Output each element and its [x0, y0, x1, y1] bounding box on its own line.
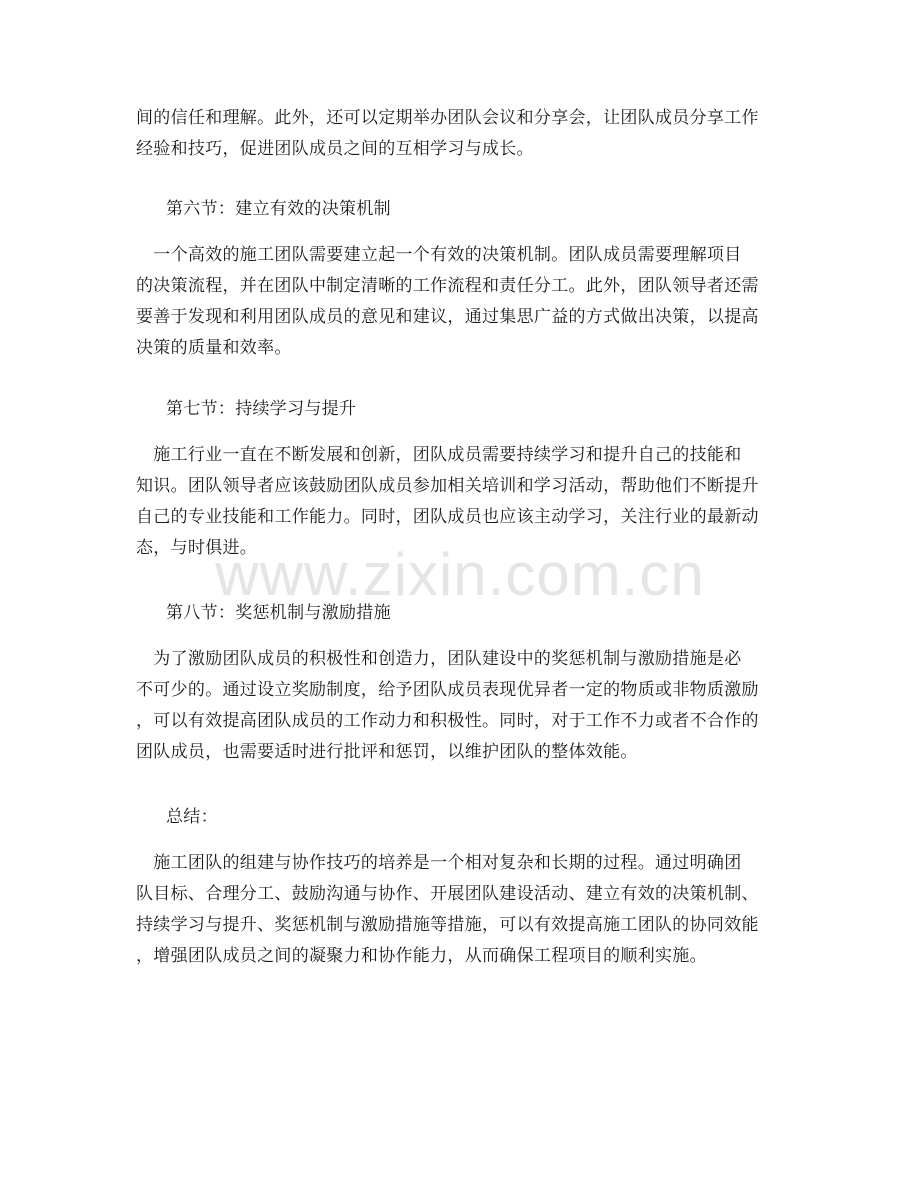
paragraph-line: 要善于发现和利用团队成员的意见和建议，通过集思广益的方式做出决策，以提高: [136, 307, 759, 327]
section-8-heading: 第八节：奖惩机制与激励措施: [166, 603, 391, 623]
paragraph-line: 施工行业一直在不断发展和创新，团队成员需要持续学习和提升自己的技能和: [136, 445, 742, 465]
watermark-text: www.zixin.com.cn: [215, 541, 705, 608]
section-6-paragraph: [136, 240, 786, 364]
summary-paragraph: [136, 848, 786, 972]
paragraph-line: ，增强团队成员之间的凝聚力和协作能力，从而确保工程项目的顺利实施。: [136, 946, 707, 966]
section-7-paragraph: [136, 440, 786, 564]
paragraph-line: 自己的专业技能和工作能力。同时，团队成员也应该主动学习，关注行业的最新动: [136, 507, 759, 527]
paragraph-line: ，可以有效提高团队成员的工作动力和积极性。同时，对于工作不力或者不合作的: [136, 711, 759, 731]
paragraph-line: 间的信任和理解。此外，还可以定期举办团队会议和分享会，让团队成员分享工作: [136, 108, 759, 128]
intro-paragraph: [136, 103, 786, 165]
section-7-heading: 第七节：持续学习与提升: [166, 399, 357, 419]
paragraph-line: 一个高效的施工团队需要建立起一个有效的决策机制。团队成员需要理解项目: [136, 245, 742, 265]
paragraph-line: 态，与时俱进。: [136, 538, 258, 558]
section-6-heading: 第六节：建立有效的决策机制: [166, 199, 391, 219]
paragraph-line: 为了激励团队成员的积极性和创造力，团队建设中的奖惩机制与激励措施是必: [136, 649, 742, 669]
paragraph-line: 队目标、合理分工、鼓励沟通与协作、开展团队建设活动、建立有效的决策机制、: [136, 884, 759, 904]
paragraph-line: 的决策流程，并在团队中制定清晰的工作流程和责任分工。此外，团队领导者还需: [136, 276, 759, 296]
paragraph-line: 决策的质量和效率。: [136, 338, 292, 358]
paragraph-line: 知识。团队领导者应该鼓励团队成员参加相关培训和学习活动，帮助他们不断提升: [136, 476, 759, 496]
section-8-paragraph: [136, 644, 786, 768]
paragraph-line: 经验和技巧，促进团队成员之间的互相学习与成长。: [136, 139, 534, 159]
summary-heading: 总结：: [166, 807, 218, 827]
paragraph-line: 持续学习与提升、奖惩机制与激励措施等措施，可以有效提高施工团队的协同效能: [136, 915, 759, 935]
paragraph-line: 不可少的。通过设立奖励制度，给予团队成员表现优异者一定的物质或非物质激励: [136, 680, 759, 700]
paragraph-line: 施工团队的组建与协作技巧的培养是一个相对复杂和长期的过程。通过明确团: [136, 853, 742, 873]
paragraph-line: 团队成员，也需要适时进行批评和惩罚，以维护团队的整体效能。: [136, 742, 638, 762]
